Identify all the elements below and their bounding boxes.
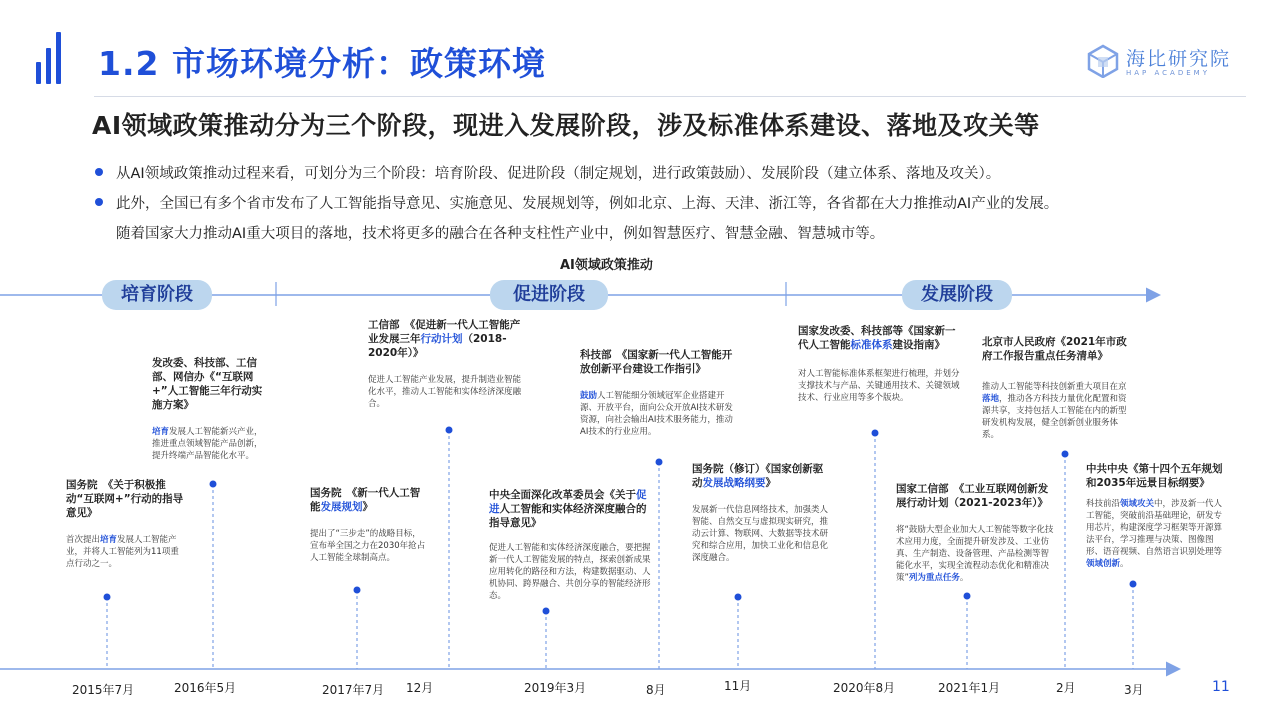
date-label: 2021年1月 [938, 681, 1001, 695]
event-title: 工信部 《促进新一代人工智能产业发展三年行动计划（2018-2020年）》 [368, 319, 521, 359]
date-label: 2020年8月 [833, 681, 896, 695]
date-label: 2月 [1056, 681, 1076, 695]
phase-promotion: 促进阶段 [490, 280, 608, 310]
event-2016-05 [152, 356, 270, 462]
event-dot [656, 459, 663, 466]
event-dot [735, 594, 742, 601]
event-2020-08 [798, 324, 964, 404]
event-title: 国务院 《新一代人工智能发展规划》 [310, 487, 421, 513]
date-label: 2019年3月 [524, 681, 587, 695]
event-2019-03 [489, 488, 651, 602]
phase-cultivation: 培育阶段 [102, 280, 212, 310]
event-dot [1130, 581, 1137, 588]
event-desc: 发展新一代信息网络技术，加强类人智能、自然交互与虚拟现实研究，推动云计算、物联网、大数据等技术研究和综合应用，加快工业化和信息化深度融合。 [692, 505, 829, 563]
event-desc: 科技前沿领域攻关中，涉及新一代人工智能，突破前沿基础理论，研发专用芯片，构建深度学习框架等开源算法平台，学习推理与决策、图像图形、语音视频、自然语言识别处理等领域创新。 [1086, 499, 1223, 569]
event-2021-02 [982, 335, 1134, 441]
event-dot [104, 594, 111, 601]
event-title: 国务院（修订）《国家创新驱动发展战略纲要》 [692, 463, 824, 489]
date-label: 2015年7月 [72, 683, 135, 697]
event-desc: 提出了“三步走”的战略目标，宣布举全国之力在2030年抢占人工智能全球制高点。 [310, 529, 426, 563]
logo-name-en: HAP ACADEMY [1126, 69, 1210, 77]
date-label: 3月 [1124, 683, 1144, 697]
event-dot [1062, 451, 1069, 458]
event-title: 国务院 《关于积极推动“互联网+”行动的指导意见》 [66, 479, 184, 519]
event-2019-08 [580, 348, 738, 438]
event-2015-07 [66, 478, 184, 570]
event-desc: 对人工智能标准体系框架进行梳理，并划分支撑技术与产品、关键通用技术、关键领域技术、行业应用等多个版块。 [798, 369, 960, 403]
event-desc: 促进人工智能产业发展，提升制造业智能化水平，推动人工智能和实体经济深度融合。 [368, 375, 522, 409]
timeline-axis-label: AI领域政策推动 [560, 258, 653, 273]
event-desc: 推动人工智能等科技创新重大项目在京落地，推动各方科技力量优化配置和资源共享，支持包括人工智能在内的新型研发机构发展，健全创新创业服务体系。 [982, 382, 1127, 440]
event-dot [446, 427, 453, 434]
event-dot [210, 481, 217, 488]
event-2017-12 [368, 318, 526, 410]
bullet-2-continued: 随着国家大力推动AI重大项目的落地，技术将更多的融合在各种支柱性产业中，例如智慧医疗、智慧金融、智慧城市等。 [116, 226, 885, 242]
event-desc: 将“鼓励大型企业加大人工智能等数字化技术应用力度，全面提升研发涉及、工业仿真、生产制造、设备管理、产品检测等智能化水平，实现全流程动态优化和精准决策”列为重点任务。 [896, 525, 1054, 583]
page-title: 1.2 市场环境分析：政策环境 [98, 44, 546, 83]
event-desc: 培育发展人工智能新兴产业，推进重点领域智能产品创新，提升终端产品智能化水平。 [152, 427, 263, 461]
event-dot [354, 587, 361, 594]
event-title: 中央全面深化改革委员会《关于促进人工智能和实体经济深度融合的指导意见》 [489, 489, 647, 529]
event-dot [964, 593, 971, 600]
event-desc: 促进人工智能和实体经济深度融合，要把握新一代人工智能发展的特点，探索创新成果应用转化的路径和方法，构建数据驱动、人机协同、跨界融合、共创分享的智能经济形态。 [489, 543, 651, 601]
event-desc: 鼓励人工智能细分领域冠军企业搭建开源、开放平台，面向公众开放AI技术研发资源，向社会输出AI技术服务能力，推动AI技术的行业应用。 [580, 391, 733, 437]
phase-development: 发展阶段 [902, 280, 1012, 310]
page-number: 11 [1212, 679, 1230, 695]
event-2017-07 [310, 486, 428, 564]
date-label: 8月 [646, 683, 666, 697]
bullet-2: 此外，全国已有多个省市发布了人工智能指导意见、实施意见、发展规划等，例如北京、上海、天津、浙江等，各省都在大力推推动AI产业的发展。 [116, 196, 1059, 212]
date-label: 12月 [406, 681, 434, 695]
event-title: 中共中央《第十四个五年规划和2035年远景目标纲要》 [1086, 463, 1223, 489]
date-label: 2016年5月 [174, 681, 237, 695]
slide-subtitle: AI领域政策推动分为三个阶段，现进入发展阶段，涉及标准体系建设、落地及攻关等 [92, 111, 1040, 140]
event-2019-11 [692, 462, 828, 564]
event-title: 北京市人民政府《2021年市政府工作报告重点任务清单》 [982, 336, 1127, 362]
event-2021-03 [1086, 462, 1224, 570]
logo-name-cn: 海比研究院 [1126, 48, 1232, 70]
event-title: 发改委、科技部、工信部、网信办《“互联网+”人工智能三年行动实施方案》 [152, 357, 263, 411]
date-label: 2017年7月 [322, 683, 385, 697]
date-label: 11月 [724, 679, 752, 693]
event-dot [543, 608, 550, 615]
event-dot [872, 430, 879, 437]
event-title: 国家工信部 《工业互联网创新发展行动计划（2021-2023年）》 [896, 483, 1049, 509]
event-2021-01 [896, 482, 1056, 584]
event-title: 科技部 《国家新一代人工智能开放创新平台建设工作指引》 [580, 349, 733, 375]
bullet-1: 从AI领域政策推动过程来看，可划分为三个阶段：培育阶段、促进阶段（制定规划，进行政策鼓励）、发展阶段（建立体系、落地及攻关）。 [116, 166, 1001, 182]
event-title: 国家发改委、科技部等《国家新一代人工智能标准体系建设指南》 [798, 325, 956, 351]
event-desc: 首次提出培育发展人工智能产业，并将人工智能列为11项重点行动之一。 [66, 535, 179, 569]
